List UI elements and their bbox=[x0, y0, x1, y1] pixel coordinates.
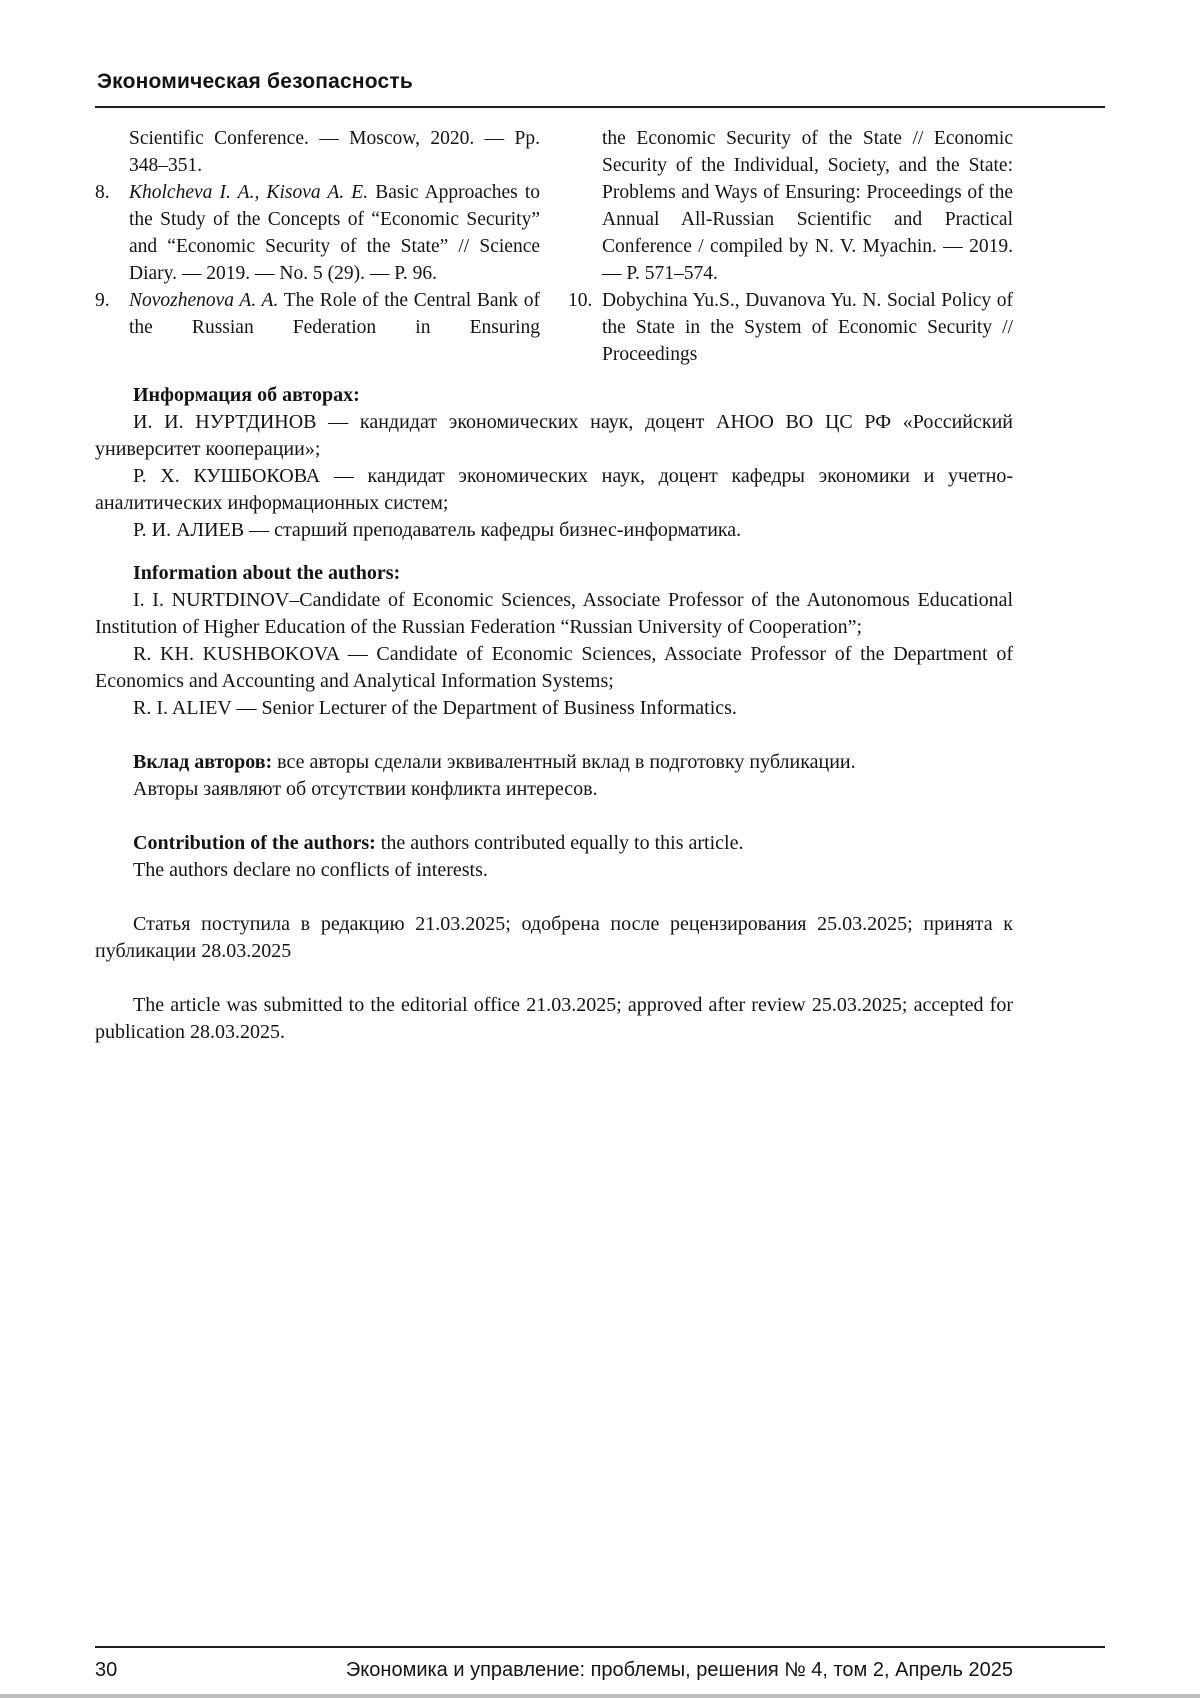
ref-number: 8. bbox=[95, 182, 110, 203]
ref-number: 10. bbox=[568, 290, 593, 311]
reference-item bbox=[95, 179, 540, 287]
footer-row bbox=[95, 1659, 1013, 1682]
footer-rule bbox=[95, 1646, 1105, 1648]
ref-number: 9. bbox=[95, 290, 110, 311]
page-footer bbox=[95, 1646, 1105, 1682]
author-entry-en: R. I. ALIEV — Senior Lecturer of the Department of Business Informatics. bbox=[133, 697, 737, 719]
ref-authors: Kholcheva I. A., Kisova A. E. bbox=[129, 182, 369, 203]
author-entry-ru: И. И. НУРТДИНОВ — кандидат экономических наук, доцент АНОО ВО ЦС РФ «Российский университет кооперации»; bbox=[95, 411, 1013, 460]
journal-title-line: Экономика и управление: проблемы, решения № 4, том 2, Апрель 2025 bbox=[345, 1659, 1013, 1681]
reference-item bbox=[568, 287, 1013, 368]
author-entry-en: I. I. NURTDINOV–Candidate of Economic Sciences, Associate Professor of the Autonomous Educational Institution of Higher Education of the Russian Federation “Russian University of Cooperation”; bbox=[95, 589, 1013, 638]
page-bottom-edge bbox=[0, 1694, 1200, 1698]
contribution-ru-lead: Вклад авторов: bbox=[133, 751, 273, 773]
conflict-ru-statement: Авторы заявляют об отсутствии конфликта интересов. bbox=[133, 778, 598, 800]
author-entry-en: R. KH. KUSHBOKOVA — Candidate of Economic Sciences, Associate Professor of the Department of Economics and Accounting and Analytical Information Systems; bbox=[95, 643, 1013, 692]
ref-text: Scientific Conference. — Moscow, 2020. — Pp. 348–351. bbox=[129, 128, 540, 176]
page-number: 30 bbox=[95, 1659, 118, 1681]
author-entry-ru: Р. Х. КУШБОКОВА — кандидат экономических наук, доцент кафедры экономики и учетно-аналитических информационных систем; bbox=[95, 465, 1013, 514]
authors-ru-heading: Информация об авторах: bbox=[133, 384, 360, 406]
contribution-ru-text: все авторы сделали эквивалентный вклад в подготовку публикации. bbox=[272, 751, 856, 773]
conflict-en-statement: The authors declare no conflicts of interests. bbox=[133, 859, 488, 881]
contribution-en-text: the authors contributed equally to this article. bbox=[375, 832, 744, 854]
ref-text: The Role of the Central Bank of the Russian Federation in Ensuring bbox=[129, 290, 540, 338]
submission-dates-ru: Статья поступила в редакцию 21.03.2025; одобрена после рецензирования 25.03.2025; принята к публикации 28.03.2025 bbox=[95, 913, 1013, 962]
references-left-column bbox=[95, 125, 540, 368]
page-body bbox=[95, 382, 1013, 1046]
ref-text: the Economic Security of the State // Economic Security of the Individual, Society, and the State: Problems and Ways of Ensuring: Proceedings of the Annual All-Russian Scientific and Practical Conference / compiled by N. V. Myachin. — 2019. — P. 571–574. bbox=[602, 128, 1013, 284]
ref-text: Basic Approaches to the Study of the Concepts of “Economic Security” and “Economic Security of the State” // Science Diary. — 2019. — No. 5 (29). — P. 96. bbox=[129, 182, 540, 284]
ref-authors: Novozhenova A. A. bbox=[129, 290, 279, 311]
authors-info-ru bbox=[95, 382, 1013, 544]
submission-dates-en: The article was submitted to the editorial office 21.03.2025; approved after review 25.03.2025; accepted for publication 28.03.2025. bbox=[95, 994, 1013, 1043]
authors-info-en bbox=[95, 560, 1013, 722]
ref-text: Dobychina Yu.S., Duvanova Yu. N. Social Policy of the State in the System of Economic Security // Proceedings bbox=[602, 290, 1013, 365]
contribution-ru bbox=[95, 749, 1013, 803]
contribution-en bbox=[95, 830, 1013, 884]
contribution-en-lead: Contribution of the authors: bbox=[133, 832, 376, 854]
reference-item bbox=[95, 125, 540, 179]
running-head: Экономическая безопасность bbox=[97, 70, 413, 93]
author-entry-ru: Р. И. АЛИЕВ — старший преподаватель кафедры бизнес-информатика. bbox=[133, 519, 742, 541]
reference-item bbox=[95, 287, 540, 341]
header-rule bbox=[95, 106, 1105, 108]
references-right-column bbox=[568, 125, 1013, 368]
authors-en-heading: Information about the authors: bbox=[133, 562, 401, 584]
references-section bbox=[95, 125, 1013, 368]
contribution-ru-statement bbox=[95, 749, 1013, 776]
contribution-en-statement bbox=[95, 830, 1013, 857]
reference-item bbox=[568, 125, 1013, 287]
